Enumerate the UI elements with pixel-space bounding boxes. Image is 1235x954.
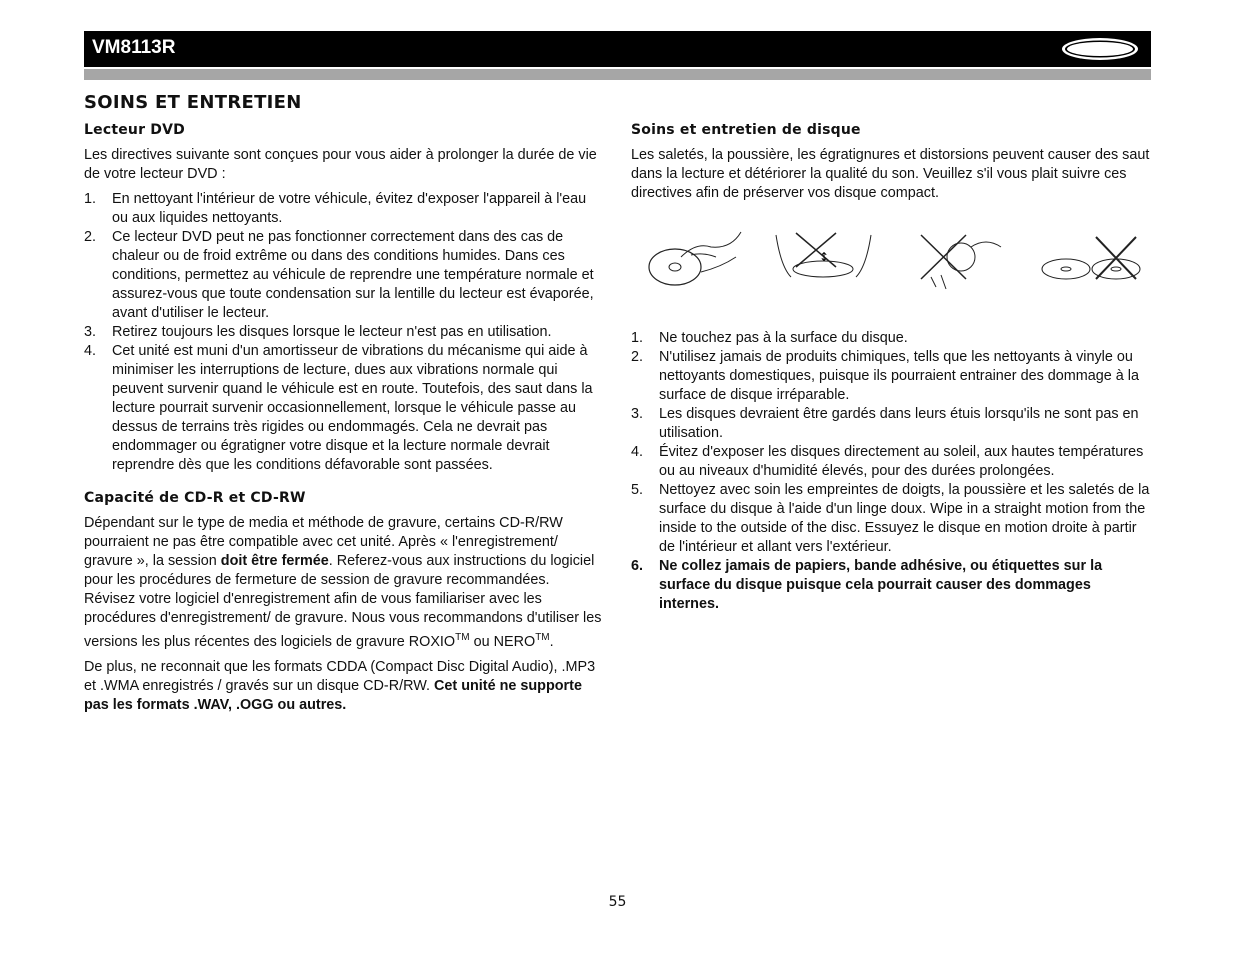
header-bar (84, 31, 1151, 67)
list-item: 6. Ne collez jamais de papiers, bande adhésive, ou étiquettes sur la surface du disque puisque cela pourrait causer des dommages internes. (631, 558, 1103, 612)
disc-care-heading: Soins et entretien de disque (631, 122, 861, 138)
disc-care-intro: Les saletés, la poussière, les égratignures et distorsions peuvent causer des saut dans la lecture et détériorer la qualité du son. Veuillez s'il vous plait suivre ces directives afin de préserver vos disque compact. (631, 147, 1150, 201)
list-item: 1. En nettoyant l'intérieur de votre véhicule, évitez d'exposer l'appareil à l'eau ou aux liquides nettoyants. (84, 191, 587, 226)
jensen-logo (1061, 37, 1139, 61)
list-item: 4. Évitez d'exposer les disques directement au soleil, aux hautes températures ou au niveaux d'humidité élevés, pour des durées prolongées. (631, 444, 1144, 479)
list-item: 5. Nettoyez avec soin les empreintes de doigts, la poussière et les saletés de la surface du disque à l'aide d'un linge doux. Wipe in a straight motion from the inside to the outside of the disc. Essuyez le disque en motion droite à partir de l'intérieur et allant vers l'extérieur. (631, 482, 1150, 555)
section-title: SOINS ET ENTRETIEN (84, 92, 302, 113)
svg-text:↕: ↕ (819, 250, 830, 264)
page-number: 55 (608, 894, 627, 910)
left-column (84, 121, 602, 715)
dvd-heading: Lecteur DVD (84, 122, 185, 138)
list-item: 1. Ne touchez pas à la surface du disque. (631, 330, 908, 346)
header-underline (84, 69, 1151, 80)
no-sunlight-icon (911, 227, 1011, 291)
list-item: 2. Ce lecteur DVD peut ne pas fonctionner correctement dans des cas de chaleur ou de froid extrême ou dans des conditions humides. Dans ces conditions, permettez au véhicule de reprendre une température normale et assurez-vous que toute condensation sur la lentille du lecteur est évaporée, avant d'utiliser le lecteur. (84, 229, 594, 321)
no-chemicals-icon (771, 227, 876, 291)
hand-holding-disc-icon (641, 227, 751, 291)
cdr-paragraph-1: Dépendant sur le type de media et méthode de gravure, certains CD-R/RW pourraient ne pas être compatible avec cet unité. Après « l'enregistrement/ gravure », la session doit être fermée. Referez-vous aux instructions du logiciel pour les procédures de fermeture de session de gravure recommandées. Révisez votre logiciel d'enregistrement afin de vous familiariser avec les procédures d'enregistrement/ de gravure. Nous vous recommandons d'utiliser les versions les plus récentes des logiciels de gravure ROXIO™ ou NERO™. (84, 515, 602, 650)
dvd-intro: Les directives suivante sont conçues pour vous aider à prolonger la durée de vie de votre lecteur DVD : (84, 147, 597, 182)
list-item: 4. Cet unité est muni d'un amortisseur de vibrations du mécanisme qui aide à minimiser les interruptions de lecture, dues aux vibrations normale qui peuvent survenir quand le véhicule est en route. Toutefois, des saut dans la lecture pourrait survenir occasionnellement, lorsque le véhicule passe au dessus de terrains très rigides ou endommagés. Cela ne devrait pas endommager ou égratigner votre disque et la lecture normale devrait reprendre dès que les conditions défavorable sont passées. (84, 343, 593, 473)
list-item: 3. Les disques devraient être gardés dans leurs étuis lorsqu'ils ne sont pas en utilisation. (631, 406, 1139, 441)
cdr-paragraph-2: De plus, ne reconnait que les formats CDDA (Compact Disc Digital Audio), .MP3 et .WMA enregistrés / gravés sur un disque CD-R/RW. Cet unité ne supporte pas les formats .WAV, .OGG ou autres. (84, 658, 596, 713)
disc-care-illustrations (631, 227, 1151, 307)
disc-care-list (631, 329, 1151, 614)
list-item: 2. N'utilisez jamais de produits chimiques, tells que les nettoyants à vinyle ou nettoyants domestiques, puisque ils pourraient entrainer des dommage à la surface de disque irréparable. (631, 349, 1139, 403)
cdr-heading: Capacité de CD-R et CD-RW (84, 490, 306, 506)
dvd-list (84, 190, 602, 475)
right-column (631, 121, 1151, 614)
list-item: 3. Retirez toujours les disques lorsque le lecteur n'est pas en utilisation. (84, 324, 552, 340)
wipe-straight-icon (1036, 227, 1146, 291)
model-title: VM8113R (92, 37, 176, 58)
